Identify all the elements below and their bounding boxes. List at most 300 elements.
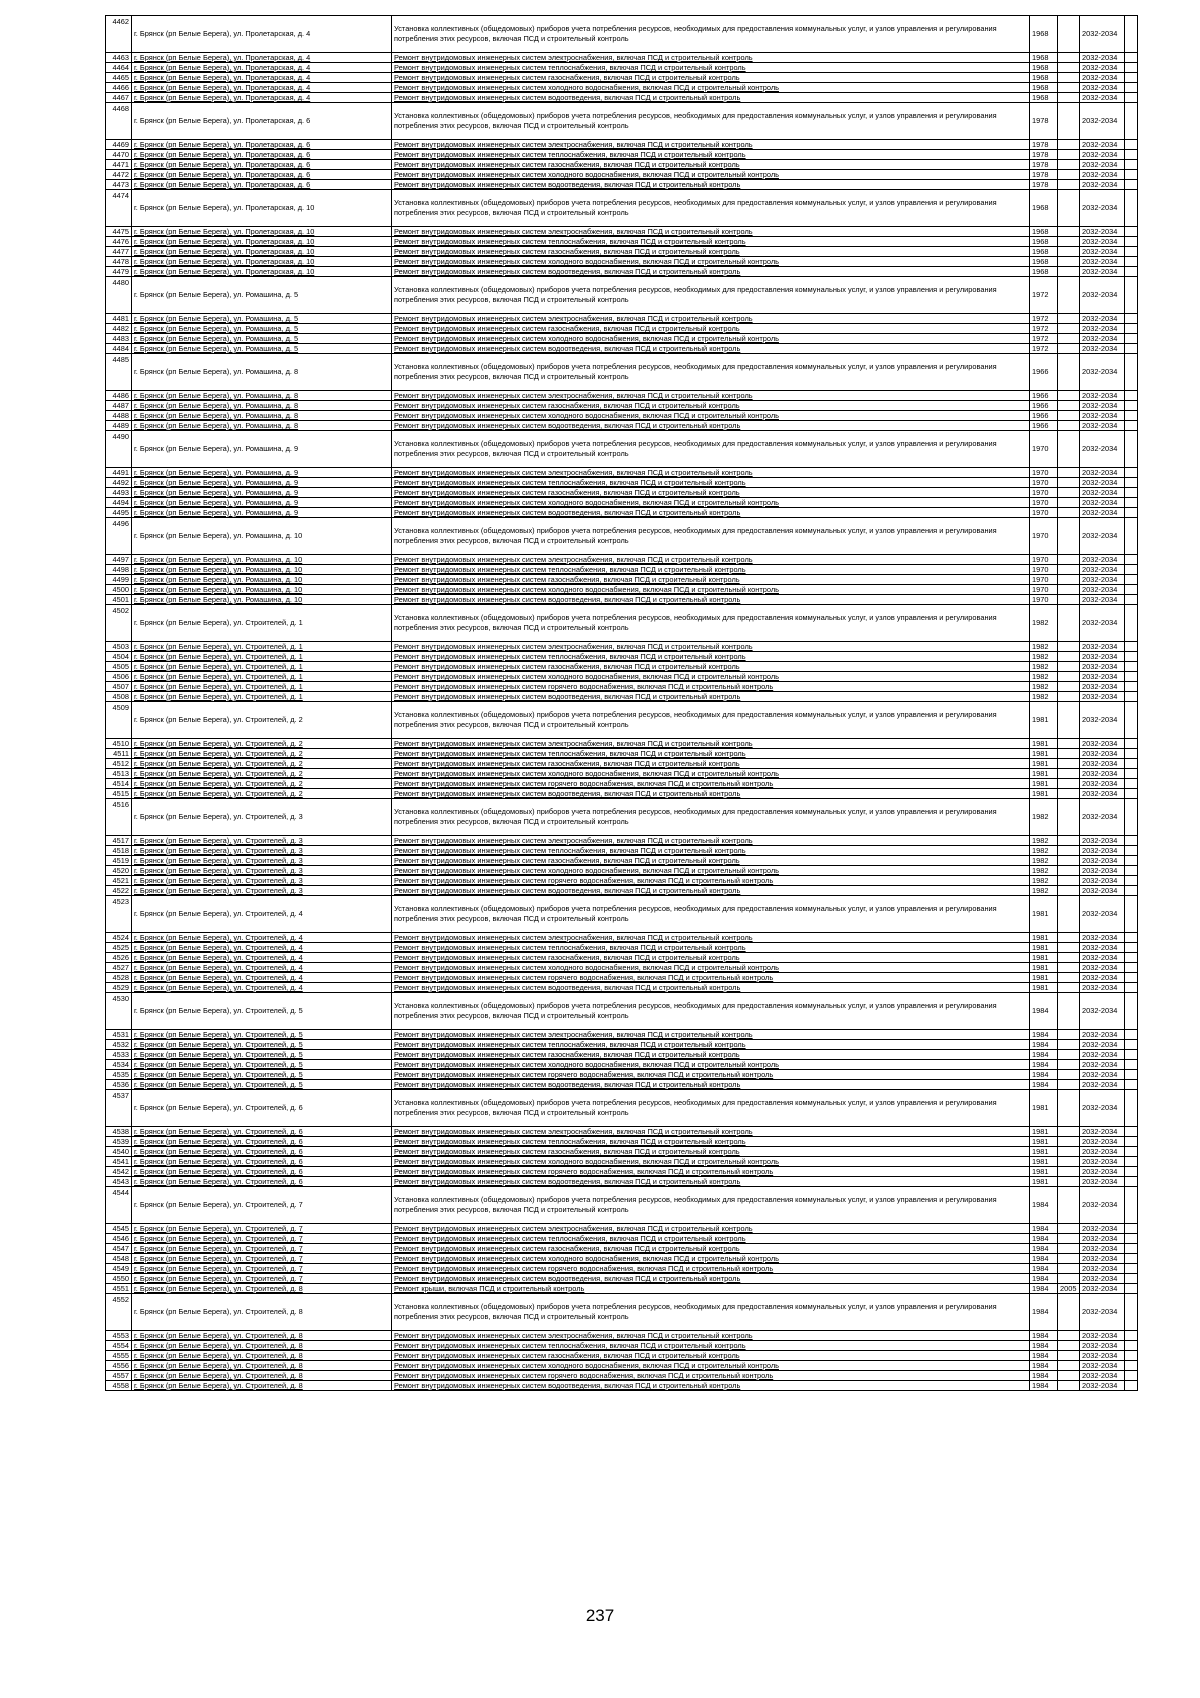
work-type-cell: Ремонт внутридомовых инженерных систем электроснабжения, включая ПСД и строительный контроль	[392, 1224, 1030, 1234]
build-year-cell: 1981	[1030, 702, 1058, 739]
work-type-cell: Ремонт внутридомовых инженерных систем электроснабжения, включая ПСД и строительный контроль	[392, 1127, 1030, 1137]
last-repair-year-cell	[1058, 1127, 1080, 1137]
empty-cell	[1125, 605, 1138, 642]
table-row	[106, 575, 1138, 585]
table-row	[106, 1030, 1138, 1040]
work-type-cell: Ремонт внутридомовых инженерных систем водоотведения, включая ПСД и строительный контроль	[392, 508, 1030, 518]
last-repair-year-cell	[1058, 933, 1080, 943]
planned-period-cell: 2032-2034	[1080, 93, 1125, 103]
table-row	[106, 943, 1138, 953]
empty-cell	[1125, 973, 1138, 983]
last-repair-year-cell	[1058, 555, 1080, 565]
row-number: 4522	[106, 886, 132, 896]
row-number: 4510	[106, 739, 132, 749]
empty-cell	[1125, 277, 1138, 314]
address-cell: г. Брянск (рп Белые Берега), ул. Строителей, д. 5	[132, 1080, 392, 1090]
build-year-cell: 1970	[1030, 498, 1058, 508]
empty-cell	[1125, 799, 1138, 836]
empty-cell	[1125, 1127, 1138, 1137]
planned-period-cell: 2032-2034	[1080, 983, 1125, 993]
work-type-cell: Ремонт внутридомовых инженерных систем газоснабжения, включая ПСД и строительный контроль	[392, 1351, 1030, 1361]
planned-period-cell: 2032-2034	[1080, 518, 1125, 555]
row-number: 4543	[106, 1177, 132, 1187]
build-year-cell: 1984	[1030, 1050, 1058, 1060]
work-type-cell: Ремонт внутридомовых инженерных систем газоснабжения, включая ПСД и строительный контроль	[392, 73, 1030, 83]
empty-cell	[1125, 1284, 1138, 1294]
planned-period-cell: 2032-2034	[1080, 1254, 1125, 1264]
table-row	[106, 1070, 1138, 1080]
work-type-cell: Ремонт внутридомовых инженерных систем холодного водоснабжения, включая ПСД и строительный контроль	[392, 1254, 1030, 1264]
table-row	[106, 16, 1138, 53]
last-repair-year-cell	[1058, 1264, 1080, 1274]
work-type-cell: Ремонт внутридомовых инженерных систем газоснабжения, включая ПСД и строительный контроль	[392, 247, 1030, 257]
row-number: 4502	[106, 605, 132, 642]
empty-cell	[1125, 93, 1138, 103]
row-number: 4493	[106, 488, 132, 498]
work-type-cell: Ремонт внутридомовых инженерных систем горячего водоснабжения, включая ПСД и строительный контроль	[392, 973, 1030, 983]
last-repair-year-cell	[1058, 508, 1080, 518]
row-number: 4553	[106, 1331, 132, 1341]
planned-period-cell: 2032-2034	[1080, 468, 1125, 478]
planned-period-cell: 2032-2034	[1080, 411, 1125, 421]
planned-period-cell: 2032-2034	[1080, 702, 1125, 739]
table-row	[106, 63, 1138, 73]
work-type-cell: Установка коллективных (общедомовых) приборов учета потребления ресурсов, необходимых для предоставления коммунальных услуг, и узлов управления и регулирования потребления этих ресурсов, включая ПСД и строительный контроль	[392, 190, 1030, 227]
empty-cell	[1125, 1244, 1138, 1254]
planned-period-cell: 2032-2034	[1080, 749, 1125, 759]
build-year-cell: 1982	[1030, 866, 1058, 876]
row-number: 4534	[106, 1060, 132, 1070]
row-number: 4541	[106, 1157, 132, 1167]
table-row	[106, 508, 1138, 518]
empty-cell	[1125, 150, 1138, 160]
work-type-cell: Ремонт внутридомовых инженерных систем газоснабжения, включая ПСД и строительный контроль	[392, 759, 1030, 769]
address-cell: г. Брянск (рп Белые Берега), ул. Пролетарская, д. 6	[132, 140, 392, 150]
work-type-cell: Ремонт внутридомовых инженерных систем газоснабжения, включая ПСД и строительный контроль	[392, 1050, 1030, 1060]
planned-period-cell: 2032-2034	[1080, 1224, 1125, 1234]
last-repair-year-cell	[1058, 103, 1080, 140]
last-repair-year-cell	[1058, 1294, 1080, 1331]
planned-period-cell: 2032-2034	[1080, 1381, 1125, 1391]
row-number: 4471	[106, 160, 132, 170]
work-type-cell: Ремонт внутридомовых инженерных систем горячего водоснабжения, включая ПСД и строительный контроль	[392, 1264, 1030, 1274]
last-repair-year-cell	[1058, 354, 1080, 391]
address-cell: г. Брянск (рп Белые Берега), ул. Строителей, д. 1	[132, 692, 392, 702]
work-type-cell: Установка коллективных (общедомовых) приборов учета потребления ресурсов, необходимых для предоставления коммунальных услуг, и узлов управления и регулирования потребления этих ресурсов, включая ПСД и строительный контроль	[392, 605, 1030, 642]
address-cell: г. Брянск (рп Белые Берега), ул. Ромашина, д. 5	[132, 334, 392, 344]
empty-cell	[1125, 257, 1138, 267]
last-repair-year-cell	[1058, 488, 1080, 498]
table-row	[106, 53, 1138, 63]
empty-cell	[1125, 53, 1138, 63]
table-body	[106, 16, 1138, 1391]
address-cell: г. Брянск (рп Белые Берега), ул. Строителей, д. 8	[132, 1371, 392, 1381]
table-row	[106, 1080, 1138, 1090]
address-cell: г. Брянск (рп Белые Берега), ул. Строителей, д. 6	[132, 1137, 392, 1147]
planned-period-cell: 2032-2034	[1080, 277, 1125, 314]
work-type-cell: Ремонт внутридомовых инженерных систем теплоснабжения, включая ПСД и строительный контроль	[392, 846, 1030, 856]
build-year-cell: 1972	[1030, 344, 1058, 354]
planned-period-cell: 2032-2034	[1080, 555, 1125, 565]
planned-period-cell: 2032-2034	[1080, 170, 1125, 180]
planned-period-cell: 2032-2034	[1080, 421, 1125, 431]
last-repair-year-cell	[1058, 1331, 1080, 1341]
build-year-cell: 1970	[1030, 508, 1058, 518]
empty-cell	[1125, 227, 1138, 237]
work-plan-table	[105, 15, 1138, 1391]
last-repair-year-cell	[1058, 324, 1080, 334]
last-repair-year-cell	[1058, 856, 1080, 866]
planned-period-cell: 2032-2034	[1080, 1187, 1125, 1224]
table-row	[106, 1147, 1138, 1157]
empty-cell	[1125, 866, 1138, 876]
empty-cell	[1125, 1341, 1138, 1351]
build-year-cell: 1981	[1030, 1157, 1058, 1167]
table-row	[106, 953, 1138, 963]
last-repair-year-cell	[1058, 876, 1080, 886]
work-type-cell: Установка коллективных (общедомовых) приборов учета потребления ресурсов, необходимых для предоставления коммунальных услуг, и узлов управления и регулирования потребления этих ресурсов, включая ПСД и строительный контроль	[392, 702, 1030, 739]
build-year-cell: 1981	[1030, 1090, 1058, 1127]
address-cell: г. Брянск (рп Белые Берега), ул. Ромашина, д. 5	[132, 277, 392, 314]
table-row	[106, 180, 1138, 190]
address-cell: г. Брянск (рп Белые Берега), ул. Строителей, д. 6	[132, 1147, 392, 1157]
table-row	[106, 749, 1138, 759]
build-year-cell: 1981	[1030, 749, 1058, 759]
row-number: 4496	[106, 518, 132, 555]
planned-period-cell: 2032-2034	[1080, 896, 1125, 933]
last-repair-year-cell	[1058, 1254, 1080, 1264]
empty-cell	[1125, 1331, 1138, 1341]
row-number: 4519	[106, 856, 132, 866]
address-cell: г. Брянск (рп Белые Берега), ул. Ромашина, д. 9	[132, 431, 392, 468]
row-number: 4542	[106, 1167, 132, 1177]
empty-cell	[1125, 749, 1138, 759]
table-row	[106, 682, 1138, 692]
work-type-cell: Ремонт внутридомовых инженерных систем водоотведения, включая ПСД и строительный контроль	[392, 886, 1030, 896]
planned-period-cell: 2032-2034	[1080, 344, 1125, 354]
work-type-cell: Ремонт внутридомовых инженерных систем теплоснабжения, включая ПСД и строительный контроль	[392, 478, 1030, 488]
address-cell: г. Брянск (рп Белые Берега), ул. Строителей, д. 3	[132, 799, 392, 836]
planned-period-cell: 2032-2034	[1080, 692, 1125, 702]
work-type-cell: Ремонт внутридомовых инженерных систем электроснабжения, включая ПСД и строительный контроль	[392, 53, 1030, 63]
build-year-cell: 1970	[1030, 565, 1058, 575]
work-type-cell: Ремонт внутридомовых инженерных систем холодного водоснабжения, включая ПСД и строительный контроль	[392, 769, 1030, 779]
empty-cell	[1125, 1254, 1138, 1264]
build-year-cell: 1982	[1030, 836, 1058, 846]
row-number: 4523	[106, 896, 132, 933]
work-type-cell: Ремонт внутридомовых инженерных систем теплоснабжения, включая ПСД и строительный контроль	[392, 1341, 1030, 1351]
planned-period-cell: 2032-2034	[1080, 836, 1125, 846]
address-cell: г. Брянск (рп Белые Берега), ул. Пролетарская, д. 6	[132, 150, 392, 160]
table-row	[106, 662, 1138, 672]
work-type-cell: Ремонт внутридомовых инженерных систем теплоснабжения, включая ПСД и строительный контроль	[392, 150, 1030, 160]
build-year-cell: 1984	[1030, 1351, 1058, 1361]
work-type-cell: Установка коллективных (общедомовых) приборов учета потребления ресурсов, необходимых для предоставления коммунальных услуг, и узлов управления и регулирования потребления этих ресурсов, включая ПСД и строительный контроль	[392, 16, 1030, 53]
last-repair-year-cell	[1058, 478, 1080, 488]
build-year-cell: 1984	[1030, 1187, 1058, 1224]
build-year-cell: 1970	[1030, 585, 1058, 595]
build-year-cell: 1968	[1030, 53, 1058, 63]
row-number: 4464	[106, 63, 132, 73]
build-year-cell: 1984	[1030, 1030, 1058, 1040]
last-repair-year-cell	[1058, 267, 1080, 277]
build-year-cell: 1982	[1030, 662, 1058, 672]
last-repair-year-cell	[1058, 180, 1080, 190]
empty-cell	[1125, 103, 1138, 140]
work-type-cell: Ремонт внутридомовых инженерных систем газоснабжения, включая ПСД и строительный контроль	[392, 856, 1030, 866]
build-year-cell: 1984	[1030, 1264, 1058, 1274]
table-row	[106, 846, 1138, 856]
address-cell: г. Брянск (рп Белые Берега), ул. Строителей, д. 7	[132, 1274, 392, 1284]
planned-period-cell: 2032-2034	[1080, 943, 1125, 953]
planned-period-cell: 2032-2034	[1080, 431, 1125, 468]
build-year-cell: 1982	[1030, 652, 1058, 662]
row-number: 4499	[106, 575, 132, 585]
row-number: 4475	[106, 227, 132, 237]
row-number: 4525	[106, 943, 132, 953]
address-cell: г. Брянск (рп Белые Берега), ул. Пролетарская, д. 6	[132, 103, 392, 140]
planned-period-cell: 2032-2034	[1080, 856, 1125, 866]
row-number: 4486	[106, 391, 132, 401]
last-repair-year-cell	[1058, 585, 1080, 595]
planned-period-cell: 2032-2034	[1080, 498, 1125, 508]
empty-cell	[1125, 334, 1138, 344]
empty-cell	[1125, 1294, 1138, 1331]
table-row	[106, 1167, 1138, 1177]
empty-cell	[1125, 237, 1138, 247]
build-year-cell: 1968	[1030, 237, 1058, 247]
last-repair-year-cell	[1058, 1187, 1080, 1224]
empty-cell	[1125, 682, 1138, 692]
last-repair-year-cell	[1058, 498, 1080, 508]
planned-period-cell: 2032-2034	[1080, 1030, 1125, 1040]
table-row	[106, 478, 1138, 488]
last-repair-year-cell	[1058, 421, 1080, 431]
planned-period-cell: 2032-2034	[1080, 267, 1125, 277]
row-number: 4521	[106, 876, 132, 886]
table-row	[106, 1264, 1138, 1274]
planned-period-cell: 2032-2034	[1080, 662, 1125, 672]
row-number: 4529	[106, 983, 132, 993]
empty-cell	[1125, 555, 1138, 565]
empty-cell	[1125, 1080, 1138, 1090]
empty-cell	[1125, 1050, 1138, 1060]
empty-cell	[1125, 1070, 1138, 1080]
empty-cell	[1125, 63, 1138, 73]
table-row	[106, 1284, 1138, 1294]
table-row	[106, 498, 1138, 508]
address-cell: г. Брянск (рп Белые Берега), ул. Строителей, д. 6	[132, 1090, 392, 1127]
last-repair-year-cell	[1058, 1361, 1080, 1371]
last-repair-year-cell	[1058, 401, 1080, 411]
table-row	[106, 1371, 1138, 1381]
address-cell: г. Брянск (рп Белые Берега), ул. Пролетарская, д. 10	[132, 267, 392, 277]
empty-cell	[1125, 1167, 1138, 1177]
table-row	[106, 247, 1138, 257]
empty-cell	[1125, 170, 1138, 180]
last-repair-year-cell	[1058, 1234, 1080, 1244]
row-number: 4492	[106, 478, 132, 488]
planned-period-cell: 2032-2034	[1080, 391, 1125, 401]
table-row	[106, 93, 1138, 103]
row-number: 4495	[106, 508, 132, 518]
build-year-cell: 1968	[1030, 190, 1058, 227]
row-number: 4467	[106, 93, 132, 103]
planned-period-cell: 2032-2034	[1080, 1274, 1125, 1284]
planned-period-cell: 2032-2034	[1080, 334, 1125, 344]
last-repair-year-cell	[1058, 73, 1080, 83]
planned-period-cell: 2032-2034	[1080, 1331, 1125, 1341]
last-repair-year-cell	[1058, 642, 1080, 652]
row-number: 4548	[106, 1254, 132, 1264]
work-type-cell: Ремонт внутридомовых инженерных систем электроснабжения, включая ПСД и строительный контроль	[392, 1030, 1030, 1040]
row-number: 4557	[106, 1371, 132, 1381]
empty-cell	[1125, 1177, 1138, 1187]
work-type-cell: Ремонт внутридомовых инженерных систем электроснабжения, включая ПСД и строительный контроль	[392, 468, 1030, 478]
table-row	[106, 1234, 1138, 1244]
table-row	[106, 324, 1138, 334]
table-row	[106, 1331, 1138, 1341]
address-cell: г. Брянск (рп Белые Берега), ул. Строителей, д. 8	[132, 1331, 392, 1341]
work-type-cell: Ремонт внутридомовых инженерных систем холодного водоснабжения, включая ПСД и строительный контроль	[392, 963, 1030, 973]
address-cell: г. Брянск (рп Белые Берега), ул. Строителей, д. 3	[132, 886, 392, 896]
row-number: 4462	[106, 16, 132, 53]
last-repair-year-cell	[1058, 1070, 1080, 1080]
last-repair-year-cell	[1058, 344, 1080, 354]
empty-cell	[1125, 779, 1138, 789]
work-type-cell: Ремонт внутридомовых инженерных систем электроснабжения, включая ПСД и строительный контроль	[392, 314, 1030, 324]
last-repair-year-cell	[1058, 1040, 1080, 1050]
address-cell: г. Брянск (рп Белые Берега), ул. Строителей, д. 3	[132, 876, 392, 886]
build-year-cell: 1984	[1030, 1060, 1058, 1070]
address-cell: г. Брянск (рп Белые Берега), ул. Пролетарская, д. 10	[132, 237, 392, 247]
build-year-cell: 1970	[1030, 468, 1058, 478]
row-number: 4524	[106, 933, 132, 943]
planned-period-cell: 2032-2034	[1080, 488, 1125, 498]
work-type-cell: Ремонт внутридомовых инженерных систем теплоснабжения, включая ПСД и строительный контроль	[392, 943, 1030, 953]
empty-cell	[1125, 836, 1138, 846]
table-row	[106, 1294, 1138, 1331]
work-type-cell: Ремонт внутридомовых инженерных систем электроснабжения, включая ПСД и строительный контроль	[392, 933, 1030, 943]
last-repair-year-cell	[1058, 314, 1080, 324]
table-row	[106, 963, 1138, 973]
build-year-cell: 1982	[1030, 876, 1058, 886]
last-repair-year-cell	[1058, 652, 1080, 662]
empty-cell	[1125, 575, 1138, 585]
address-cell: г. Брянск (рп Белые Берега), ул. Строителей, д. 4	[132, 963, 392, 973]
page-number: 237	[585, 1606, 615, 1625]
work-type-cell: Ремонт внутридомовых инженерных систем теплоснабжения, включая ПСД и строительный контроль	[392, 1234, 1030, 1244]
planned-period-cell: 2032-2034	[1080, 1351, 1125, 1361]
work-type-cell: Установка коллективных (общедомовых) приборов учета потребления ресурсов, необходимых для предоставления коммунальных услуг, и узлов управления и регулирования потребления этих ресурсов, включая ПСД и строительный контроль	[392, 354, 1030, 391]
address-cell: г. Брянск (рп Белые Берега), ул. Ромашина, д. 9	[132, 478, 392, 488]
build-year-cell: 1966	[1030, 411, 1058, 421]
planned-period-cell: 2032-2034	[1080, 150, 1125, 160]
address-cell: г. Брянск (рп Белые Берега), ул. Строителей, д. 7	[132, 1244, 392, 1254]
last-repair-year-cell	[1058, 789, 1080, 799]
row-number: 4472	[106, 170, 132, 180]
build-year-cell: 1970	[1030, 575, 1058, 585]
table-row	[106, 257, 1138, 267]
table-row	[106, 391, 1138, 401]
empty-cell	[1125, 401, 1138, 411]
address-cell: г. Брянск (рп Белые Берега), ул. Строителей, д. 5	[132, 1050, 392, 1060]
table-row	[106, 83, 1138, 93]
build-year-cell: 1972	[1030, 277, 1058, 314]
last-repair-year-cell	[1058, 993, 1080, 1030]
row-number: 4481	[106, 314, 132, 324]
build-year-cell: 1981	[1030, 983, 1058, 993]
planned-period-cell: 2032-2034	[1080, 575, 1125, 585]
row-number: 4547	[106, 1244, 132, 1254]
planned-period-cell: 2032-2034	[1080, 682, 1125, 692]
table-row	[106, 150, 1138, 160]
build-year-cell: 1982	[1030, 642, 1058, 652]
address-cell: г. Брянск (рп Белые Берега), ул. Ромашина, д. 10	[132, 518, 392, 555]
address-cell: г. Брянск (рп Белые Берега), ул. Пролетарская, д. 4	[132, 73, 392, 83]
build-year-cell: 1982	[1030, 799, 1058, 836]
last-repair-year-cell	[1058, 1274, 1080, 1284]
row-number: 4554	[106, 1341, 132, 1351]
table-row	[106, 1177, 1138, 1187]
table-row	[106, 702, 1138, 739]
build-year-cell: 1981	[1030, 1167, 1058, 1177]
planned-period-cell: 2032-2034	[1080, 103, 1125, 140]
row-number: 4474	[106, 190, 132, 227]
last-repair-year-cell	[1058, 739, 1080, 749]
table-row	[106, 896, 1138, 933]
work-type-cell: Ремонт внутридомовых инженерных систем горячего водоснабжения, включая ПСД и строительный контроль	[392, 682, 1030, 692]
planned-period-cell: 2032-2034	[1080, 83, 1125, 93]
table-row	[106, 237, 1138, 247]
table-row	[106, 160, 1138, 170]
empty-cell	[1125, 585, 1138, 595]
empty-cell	[1125, 518, 1138, 555]
row-number: 4515	[106, 789, 132, 799]
row-number: 4538	[106, 1127, 132, 1137]
table-row	[106, 421, 1138, 431]
work-type-cell: Установка коллективных (общедомовых) приборов учета потребления ресурсов, необходимых для предоставления коммунальных услуг, и узлов управления и регулирования потребления этих ресурсов, включая ПСД и строительный контроль	[392, 993, 1030, 1030]
work-type-cell: Ремонт внутридомовых инженерных систем холодного водоснабжения, включая ПСД и строительный контроль	[392, 1361, 1030, 1371]
planned-period-cell: 2032-2034	[1080, 247, 1125, 257]
last-repair-year-cell	[1058, 973, 1080, 983]
address-cell: г. Брянск (рп Белые Берега), ул. Строителей, д. 2	[132, 759, 392, 769]
work-type-cell: Ремонт внутридомовых инженерных систем холодного водоснабжения, включая ПСД и строительный контроль	[392, 411, 1030, 421]
work-type-cell: Ремонт внутридомовых инженерных систем теплоснабжения, включая ПСД и строительный контроль	[392, 652, 1030, 662]
row-number: 4488	[106, 411, 132, 421]
build-year-cell: 1984	[1030, 1294, 1058, 1331]
work-type-cell: Ремонт внутридомовых инженерных систем холодного водоснабжения, включая ПСД и строительный контроль	[392, 1157, 1030, 1167]
build-year-cell: 1984	[1030, 1381, 1058, 1391]
row-number: 4470	[106, 150, 132, 160]
table-row	[106, 103, 1138, 140]
last-repair-year-cell	[1058, 575, 1080, 585]
work-type-cell: Ремонт внутридомовых инженерных систем теплоснабжения, включая ПСД и строительный контроль	[392, 565, 1030, 575]
work-type-cell: Ремонт внутридомовых инженерных систем холодного водоснабжения, включая ПСД и строительный контроль	[392, 498, 1030, 508]
last-repair-year-cell	[1058, 1060, 1080, 1070]
address-cell: г. Брянск (рп Белые Берега), ул. Пролетарская, д. 4	[132, 93, 392, 103]
row-number: 4558	[106, 1381, 132, 1391]
empty-cell	[1125, 943, 1138, 953]
empty-cell	[1125, 344, 1138, 354]
build-year-cell: 1982	[1030, 886, 1058, 896]
address-cell: г. Брянск (рп Белые Берега), ул. Строителей, д. 8	[132, 1294, 392, 1331]
empty-cell	[1125, 896, 1138, 933]
build-year-cell: 1981	[1030, 963, 1058, 973]
work-type-cell: Установка коллективных (общедомовых) приборов учета потребления ресурсов, необходимых для предоставления коммунальных услуг, и узлов управления и регулирования потребления этих ресурсов, включая ПСД и строительный контроль	[392, 103, 1030, 140]
work-type-cell: Ремонт внутридомовых инженерных систем холодного водоснабжения, включая ПСД и строительный контроль	[392, 334, 1030, 344]
build-year-cell: 1984	[1030, 1244, 1058, 1254]
